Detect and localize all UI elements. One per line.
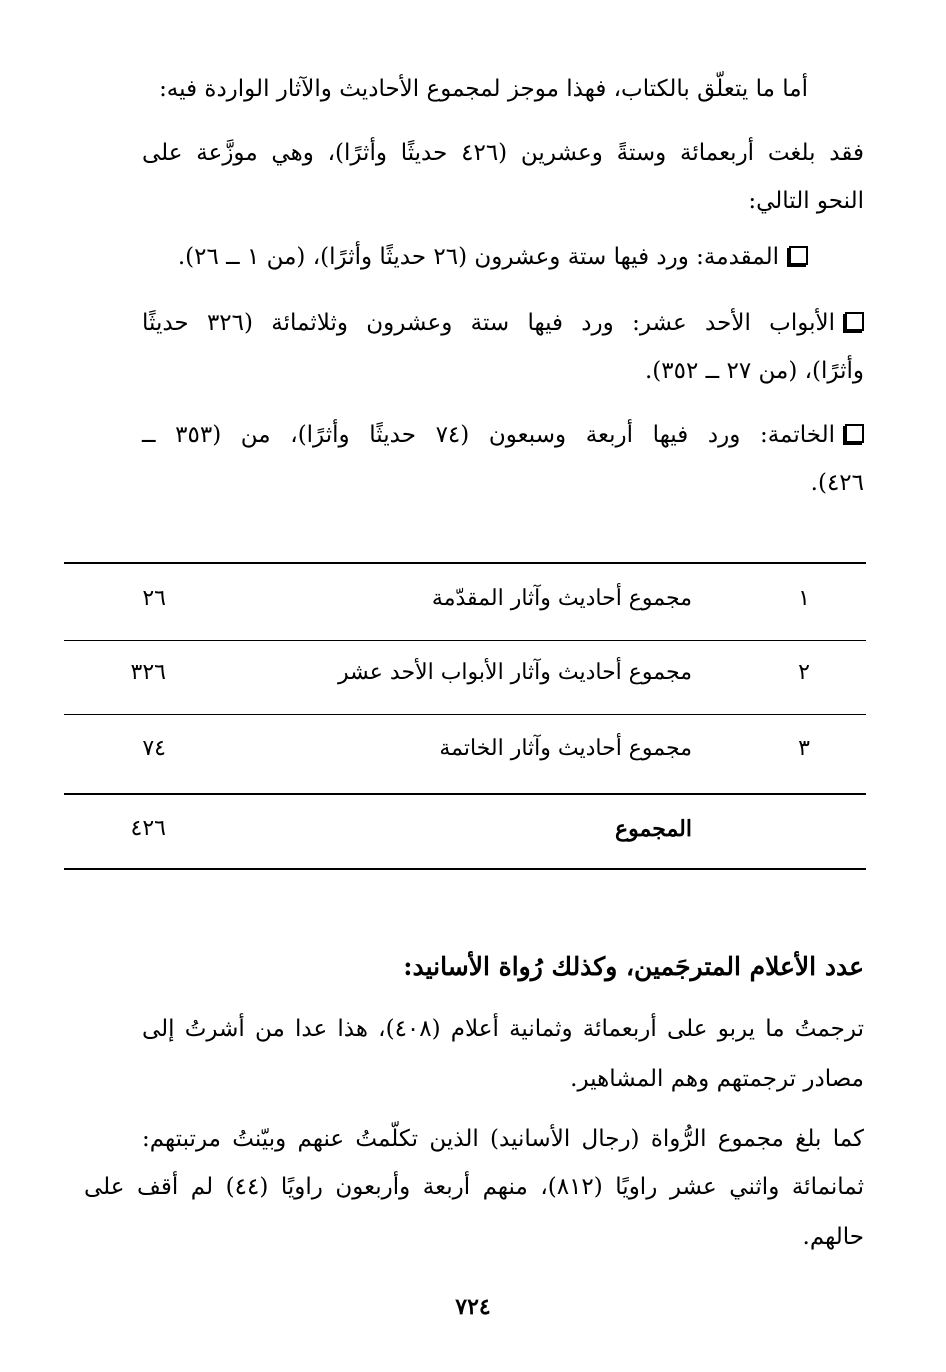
row-number: ٢: [798, 660, 810, 685]
bullet-introduction: المقدمة: ورد فيها ستة وعشرون (٢٦ حديثًا وأثرًا)، (من ١ ــ ٢٦).: [178, 240, 808, 274]
bullet-chapters: الأبواب الأحد عشر: ورد فيها ستة وعشرون وثلاثمائة (٣٢٦ حديثًا: [142, 306, 864, 340]
row-label: مجموع أحاديث وآثار الخاتمة: [439, 736, 692, 761]
total-value: ٤٢٦: [130, 816, 166, 841]
checkbox-square-icon: [845, 424, 864, 443]
row-divider: [64, 640, 866, 641]
bullet-conclusion: الخاتمة: ورد فيها أربعة وسبعون (٧٤ حديثًا وأثرًا)، من (٣٥٣ ــ: [142, 418, 864, 452]
total-label: المجموع: [615, 816, 692, 842]
checkbox-square-icon: [845, 312, 864, 331]
bullet-conclusion-line2: ٤٢٦).: [810, 470, 864, 496]
bullet-chapters-line2: وأثرًا)، (من ٢٧ ــ ٣٥٢).: [645, 358, 864, 384]
para3-line2: ثمانمائة واثني عشر راويًا (٨١٢)، منهم أربعة وأربعون راويًا (٤٤) لم أقف على: [84, 1174, 864, 1200]
para1-line1: فقد بلغت أربعمائة وستةً وعشرين (٤٢٦ حديثًا وأثرًا)، وهي موزَّعة على: [142, 140, 864, 166]
row-divider: [64, 714, 866, 715]
intro-line: أما ما يتعلّق بالكتاب، فهذا موجز لمجموع الأحاديث والآثار الواردة فيه:: [159, 76, 808, 102]
para3-line1: كما بلغ مجموع الرُّواة (رجال الأسانيد) الذين تكلّمتُ عنهم وبيّنتُ مرتبتهم:: [142, 1126, 864, 1152]
checkbox-square-icon: [789, 246, 808, 265]
section-heading: عدد الأعلام المترجَمين، وكذلك رُواة الأسانيد:: [403, 952, 864, 981]
para2-line1: ترجمتُ ما يربو على أربعمائة وثمانية أعلام (٤٠٨)، هذا عدا من أشرتُ إلى: [142, 1016, 864, 1042]
page-number: ٧٢٤: [455, 1294, 491, 1320]
para1-line2: النحو التالي:: [748, 188, 864, 214]
row-label: مجموع أحاديث وآثار المقدّمة: [431, 586, 692, 611]
row-number: ٣: [798, 736, 810, 761]
para2-line2: مصادر ترجمتهم وهم المشاهير.: [570, 1066, 864, 1092]
row-value: ٣٢٦: [130, 660, 166, 685]
row-value: ٧٤: [142, 736, 166, 761]
row-value: ٢٦: [142, 586, 166, 611]
para3-line3: حالهم.: [802, 1224, 864, 1250]
table-top-rule: [64, 562, 866, 564]
table-bottom-rule: [64, 868, 866, 870]
row-label: مجموع أحاديث وآثار الأبواب الأحد عشر: [338, 660, 692, 685]
row-number: ١: [798, 586, 810, 611]
total-rule: [64, 793, 866, 795]
